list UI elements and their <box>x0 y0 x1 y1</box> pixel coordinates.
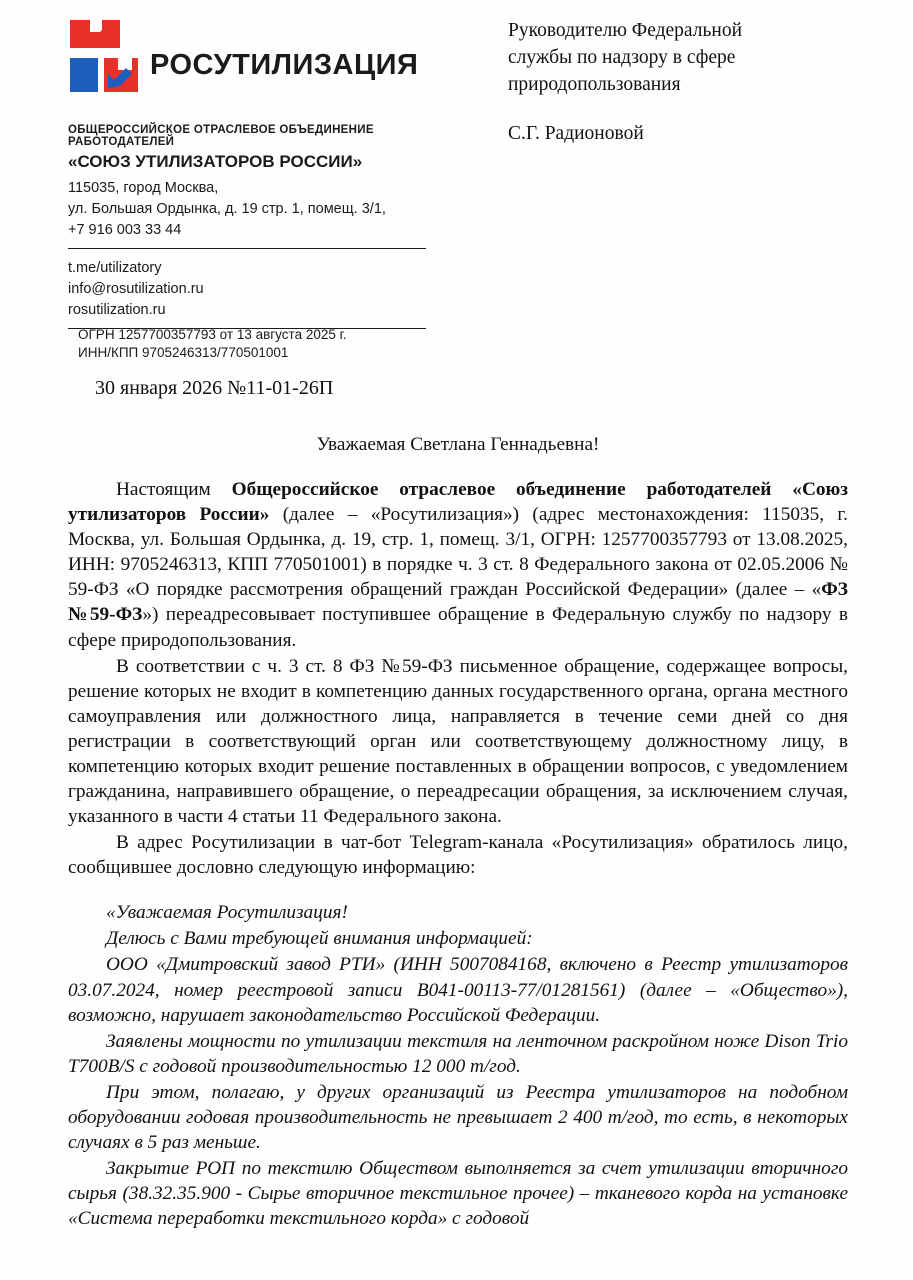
letter-body <box>68 428 848 1232</box>
quote-line-3: ООО «Дмитровский завод РТИ» (ИНН 5007084168, включено в Реестр утилизаторов 03.07.2024, номер реестровой записи В041-00113-77/01281561) (далее – «Общество»), возможно, нарушает законодательство Российской Федерации. <box>68 954 848 1026</box>
logo-wordmark: РОСУТИЛИЗАЦИЯ <box>150 48 419 81</box>
addressee-line-2: службы по надзору в сфере <box>508 46 736 68</box>
phone-number: +7 916 003 33 44 <box>68 222 182 239</box>
letterhead <box>0 0 913 399</box>
p1-part-a: Настоящим <box>116 479 232 501</box>
ogrn-line: ОГРН 1257700357793 от 13 августа 2025 г. <box>78 327 347 342</box>
website-url[interactable]: rosutilization.ru <box>68 302 166 319</box>
p1-part-e: ») переадресовывает поступившее обращение в Федеральную службу по надзору в сфере природопользования. <box>68 604 849 651</box>
quote-line-5: При этом, полагаю, у других организаций из Реестра утилизаторов на подобном оборудовании годовая производительность не превышает 2 400 т/год, то есть, в некоторых случаях в 5 раз меньше. <box>68 1081 848 1154</box>
divider-1 <box>68 248 426 249</box>
registration-block <box>78 326 347 362</box>
salutation: Уважаемая Светлана Геннадьевна! <box>316 434 600 455</box>
paragraph-3: В адрес Росутилизации в чат-бот Telegram-канала «Росутилизация» обратилось лицо, сообщившее дословно следующую информацию: <box>68 832 848 879</box>
p1-bold-law: ФЗ №59-ФЗ <box>68 579 848 626</box>
quote-line-1: «Уважаемая Росутилизация! <box>106 902 348 924</box>
inn-kpp-line: ИНН/КПП 9705246313/770501001 <box>78 345 289 361</box>
organization-type-line: ОБЩЕРОССИЙСКОЕ ОТРАСЛЕВОЕ ОБЪЕДИНЕНИЕ РАБОТОДАТЕЛЕЙ <box>68 124 374 148</box>
quote-line-4: Заявлены мощности по утилизации текстиля на ленточном раскройном ноже Dison Trio T700B/S с годовой производительностью 12 000 т/год. <box>68 1030 848 1077</box>
contact-block <box>68 178 440 338</box>
address-line-1: 115035, город Москва, <box>68 180 219 196</box>
addressee-name: С.Г. Радионовой <box>508 122 644 144</box>
rosutilizatsiya-logo-icon <box>68 18 140 96</box>
addressee-block <box>508 18 868 148</box>
paragraph-1 <box>68 477 848 653</box>
document-date-number: 30 января 2026 №11-01-26П <box>95 377 334 399</box>
paragraph-2: В соответствии с ч. 3 ст. 8 ФЗ №59-ФЗ письменное обращение, содержащее вопросы, решение которых не входит в компетенцию данных государственного органа, органа местного самоуправления или должностного лица, направляется в течение семи дней со дня регистрации в соответствующий орган или соответствующему должностному лицу, в компетенцию которых входит решение поставленных в обращении вопросов, с уведомлением гражданина, направившего обращение, о переадресации обращения, за исключением случая, указанного в части 4 статьи 11 Федерального закона. <box>68 655 848 828</box>
quote-line-6: Закрытие РОП по текстилю Обществом выполняется за счет утилизации вторичного сырья (38.32.35.900 - Сырье вторичное текстильное прочее) – тканевого корда на установке «Система переработки текстильного корда» с годовой <box>68 1158 848 1230</box>
p1-part-c: (далее – «Росутилизация») (адрес местонахождения: 115035, г. Москва, ул. Большая Ордынка, д. 19, стр. 1, помещ. 3/1, ОГРН: 1257700357793 от 13.08.2025, ИНН: 9705246313, КПП 770501001) в порядке ч. 3 ст. 8 Федерального закона от 02.05.2006 № 59-ФЗ «О порядке рассмотрения обращений граждан Российской Федерации» (далее – « <box>68 504 848 601</box>
addressee-line-1: Руководителю Федеральной <box>508 20 742 41</box>
quote-line-2: Делюсь с Вами требующей внимания информацией: <box>106 928 533 950</box>
quoted-message <box>68 900 848 1231</box>
email-address[interactable]: info@rosutilization.ru <box>68 281 204 298</box>
logo-block <box>68 18 438 172</box>
organization-name-line: «СОЮЗ УТИЛИЗАТОРОВ РОССИИ» <box>68 152 363 171</box>
logo-row <box>68 18 438 96</box>
p1-bold-org: Общероссийское отраслевое объединение работодателей «Союз утилизаторов России» <box>68 479 848 526</box>
addressee-line-3: природопользования <box>508 73 681 95</box>
telegram-link[interactable]: t.me/utilizatory <box>68 260 162 277</box>
address-line-2: ул. Большая Ордынка, д. 19 стр. 1, помещ. 3/1, <box>68 201 386 218</box>
